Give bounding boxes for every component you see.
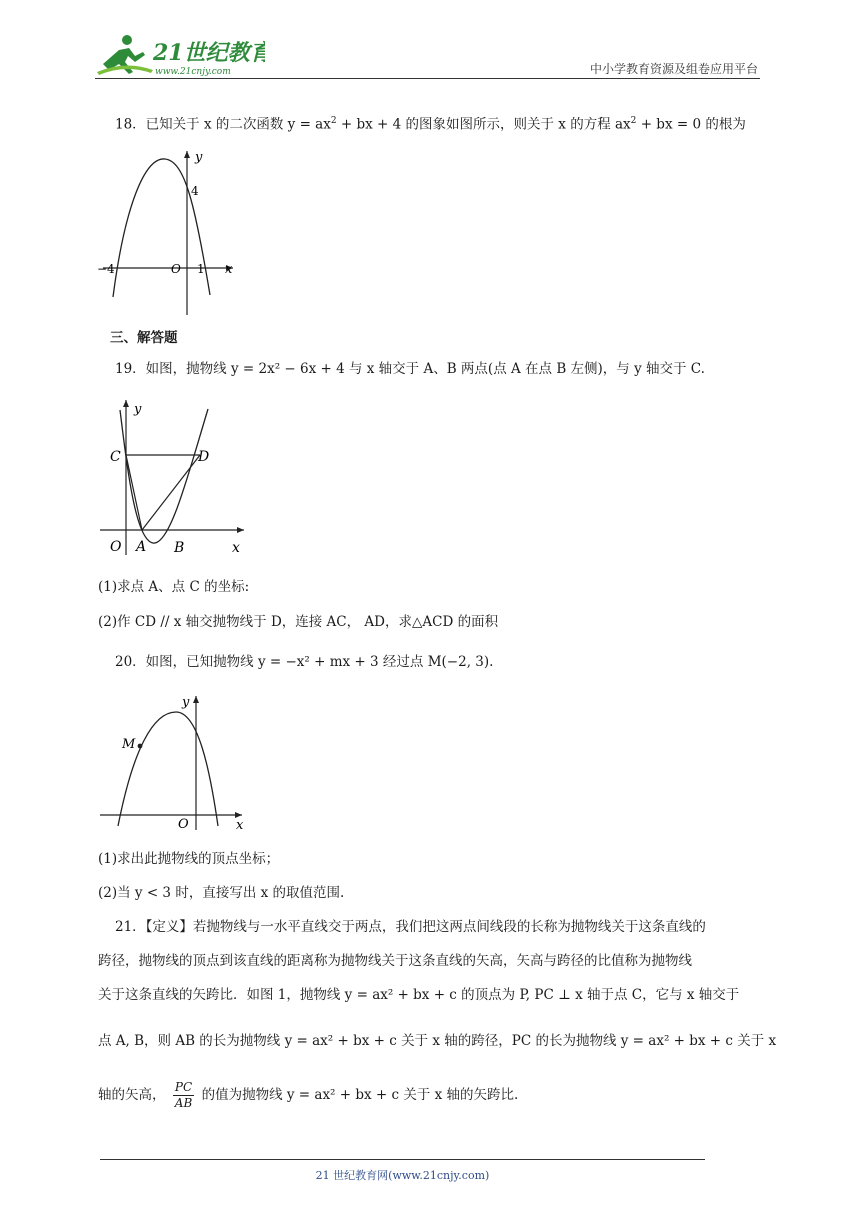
q18-text-a: 18．已知关于 x 的二次函数 y = ax <box>115 116 331 133</box>
q21-line2: 跨径，抛物线的顶点到该直线的距离称为抛物线关于这条直线的矢高，矢高与跨径的比值称为抛物线 <box>98 953 692 969</box>
logo-text: 21世纪教育 <box>153 40 265 66</box>
q19-part2: (2)作 CD // x 轴交抛物线于 D，连接 AC， AD，求△ACD 的面积 <box>98 614 499 630</box>
q19-label-c: C <box>110 449 121 465</box>
q21-fraction <box>173 1080 194 1111</box>
q21-frac-num: PC <box>173 1080 194 1096</box>
q21-line4: 点 A, B，则 AB 的长为抛物线 y = ax² + bx + c 关于 x 轴的跨径，PC 的长为抛物线 y = ax² + bx + c 关于 x <box>98 1033 777 1049</box>
q18-sup-1: 2 <box>330 116 337 126</box>
q18-label-y: y <box>195 150 203 165</box>
section-title: 三、解答题 <box>110 330 178 346</box>
q20-parabola <box>118 712 218 826</box>
q21-line5-b: 的值为抛物线 y = ax² + bx + c 关于 x 轴的矢跨比. <box>201 1087 519 1103</box>
q19-x-arrow-icon <box>237 527 244 533</box>
q21-line1: 21．【定义】若抛物线与一水平直线交于两点，我们把这两点间线段的长称为抛物线关于这条直线的 <box>115 919 706 935</box>
q20-label-o: O <box>178 817 189 832</box>
q18-label-neg4: −4 <box>97 262 115 276</box>
q19-text: 19．如图，抛物线 y = 2x² − 6x + 4 与 x 轴交于 A、B 两点(点 A 在点 B 左侧)，与 y 轴交于 C. <box>115 361 705 377</box>
q19-label-d: D <box>198 449 210 465</box>
q19-label-y: y <box>134 402 142 417</box>
runner-icon <box>97 35 153 75</box>
q21-line3: 关于这条直线的矢跨比．如图 1，抛物线 y = ax² + bx + c 的顶点为 P, PC ⊥ x 轴于点 C，它与 x 轴交于 <box>98 987 740 1003</box>
header-divider <box>95 78 760 79</box>
q20-label-x: x <box>236 818 244 833</box>
q20-point-m <box>138 744 143 749</box>
q18-parabola <box>113 159 210 297</box>
q18-sup-2: 2 <box>630 116 637 126</box>
q19-label-b: B <box>174 540 185 556</box>
q21-frac-den: AB <box>174 1096 193 1110</box>
q18-text-c: + bx = 0 的根为 <box>636 116 746 133</box>
q19-figure <box>98 395 253 560</box>
q18-text-b: + bx + 4 的图象如图所示，则关于 x 的方程 ax <box>336 116 631 133</box>
q19-label-a: A <box>136 539 147 555</box>
q19-y-arrow-icon <box>123 400 129 407</box>
q18-y-arrow-icon <box>184 151 190 158</box>
q21-line5-a: 轴的矢高， <box>98 1087 166 1103</box>
q18-figure <box>95 145 245 320</box>
q20-label-y: y <box>182 695 190 710</box>
q20-part1: (1)求出此抛物线的顶点坐标； <box>98 851 280 867</box>
site-logo <box>95 30 265 80</box>
q19-label-x: x <box>232 540 240 556</box>
q20-figure <box>98 690 248 835</box>
q18-label-1: 1 <box>197 262 205 276</box>
footer-divider <box>100 1159 705 1160</box>
logo-url: www.21cnjy.com <box>155 67 231 77</box>
q18-label-x: x <box>225 262 233 277</box>
q20-label-m: M <box>122 737 136 752</box>
footer-text: 21 世纪教育网(www.21cnjy.com) <box>315 1169 490 1182</box>
q18-text <box>115 110 746 136</box>
q19-line-ac <box>126 455 142 530</box>
q20-part2: (2)当 y < 3 时，直接写出 x 的取值范围. <box>98 885 345 901</box>
q19-label-o: O <box>110 539 122 555</box>
q20-y-arrow-icon <box>193 696 199 703</box>
q18-label-o: O <box>171 262 181 276</box>
q19-part1: (1)求点 A、点 C 的坐标: <box>98 579 250 595</box>
q21-line5 <box>98 1080 518 1111</box>
q20-text: 20．如图，已知抛物线 y = −x² + mx + 3 经过点 M(−2, 3). <box>115 654 494 670</box>
header-right-text: 中小学教育资源及组卷应用平台 <box>589 62 758 76</box>
q18-label-4: 4 <box>191 184 199 198</box>
q19-parabola <box>120 409 208 543</box>
